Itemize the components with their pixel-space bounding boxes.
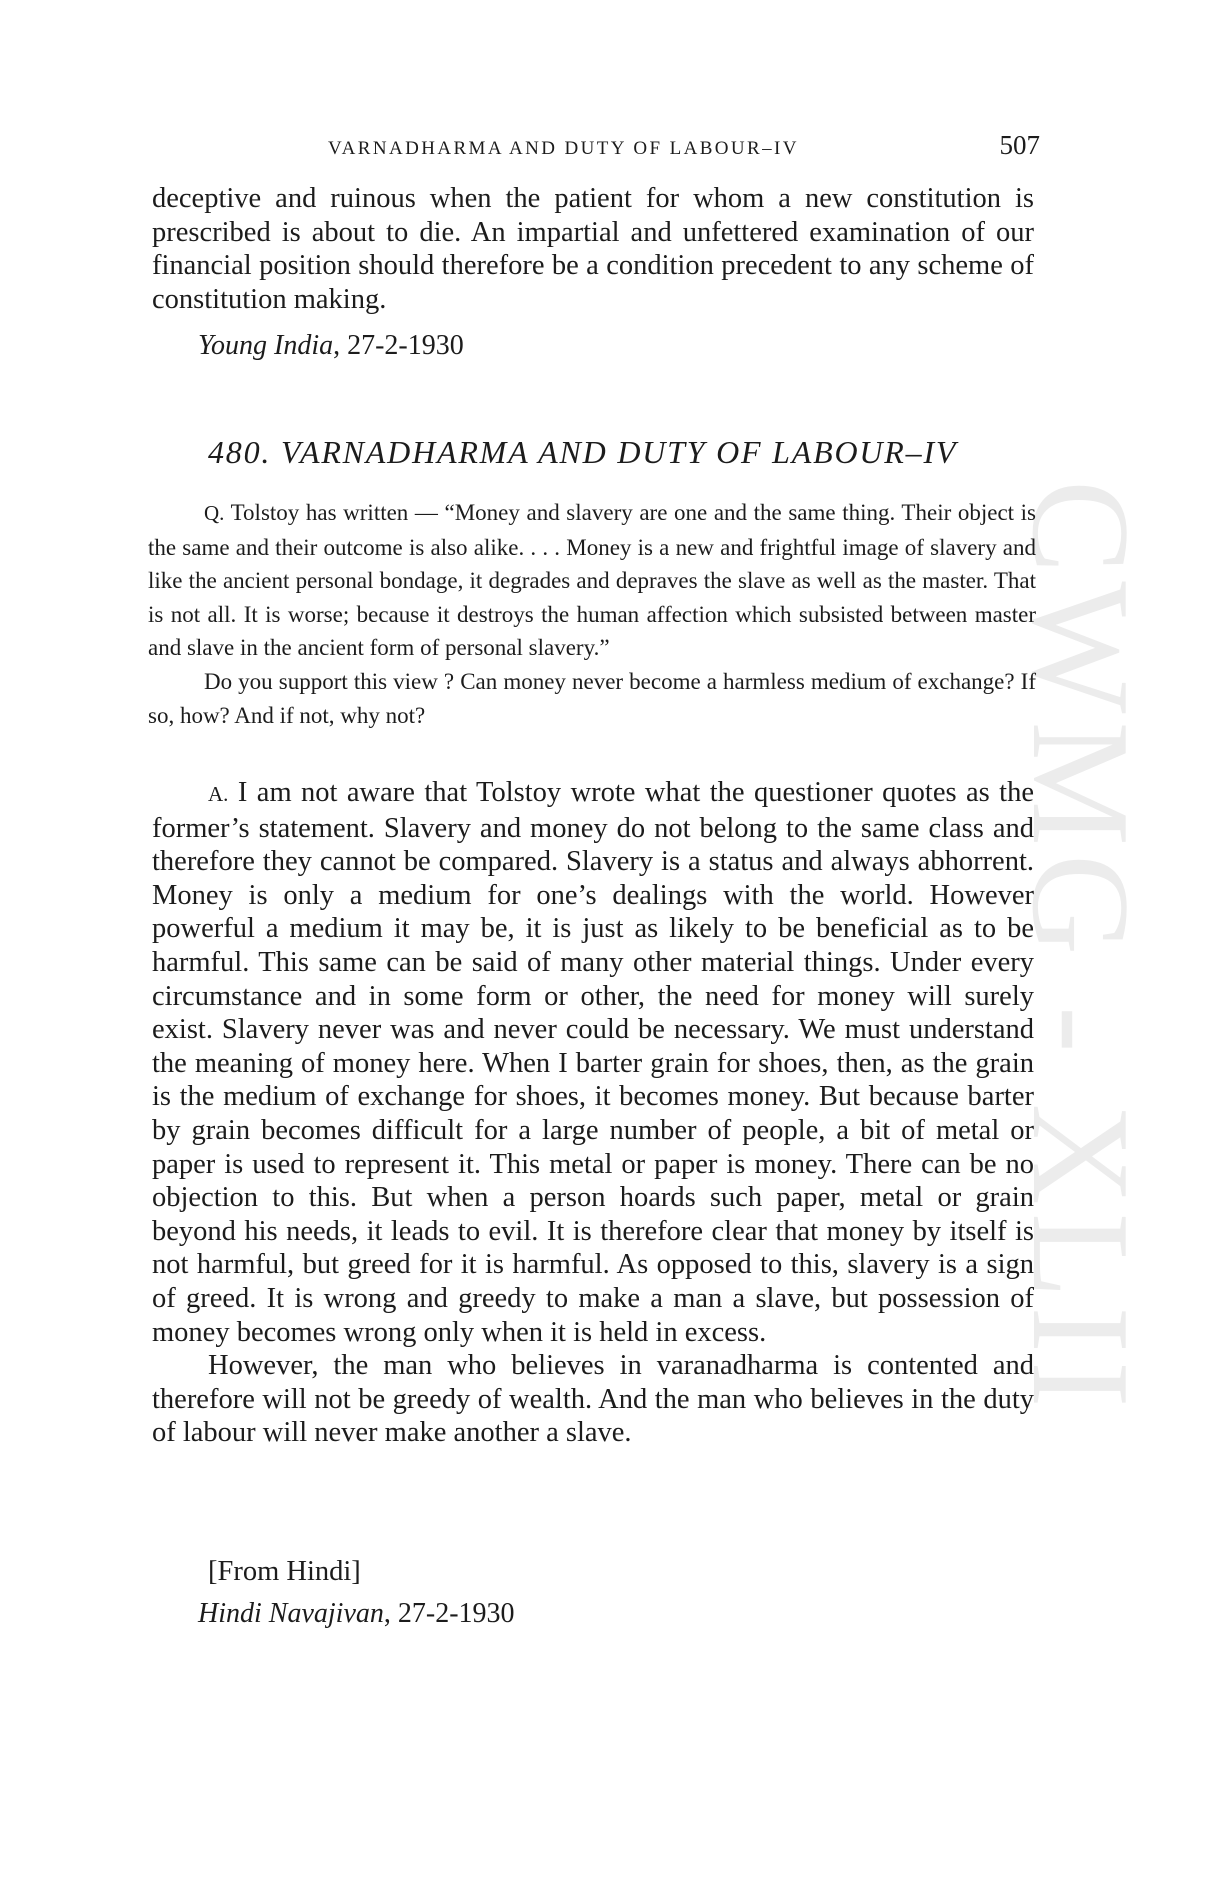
answer-paragraph-2: However, the man who believes in varanadharma is contented and therefore will not be greedy of wealth. And the man who believes in the duty of labour will never make another a slave.	[152, 1350, 1034, 1449]
question-block	[148, 496, 1036, 732]
question-text: Tolstoy has written — “Money and slavery are one and the same thing. Their object is the same and their outcome is also alike. . . . Money is a new and frightful image of slavery and like the ancient personal bondage, it degrades and depraves the slave as well as the master. That is not all. It is worse; because it destroys the human affection which subsisted between master and slave in the ancient form of personal slavery.”	[148, 500, 1036, 661]
question-label: Q.	[204, 501, 225, 525]
watermark: CWMG - XLII	[1003, 480, 1158, 1416]
source-citation	[198, 330, 464, 362]
translation-note: [From Hindi]	[208, 1556, 361, 1587]
section-heading: 480. VARNADHARMA AND DUTY OF LABOUR–IV	[208, 434, 958, 470]
source-date: , 27-2-1930	[333, 330, 464, 361]
answer-text: I am not aware that Tolstoy wrote what the questioner quotes as the former’s statement. Slavery and money do not belong to the same class and therefore they cannot be compared. Slavery is a status and always abhorrent. Money is only a medium for one’s dealings with the world. However powerful a medium it may be, it is just as likely to be beneficial as to be harmful. This same can be said of many other material things. Under every circumstance and in some form or other, the need for money will surely exist. Slavery never was and never could be necessary. We must understand the meaning of money here. When I barter grain for shoes, then, as the grain is the medium of exchange for shoes, it becomes money. But because barter by grain becomes difficult for a large number of people, a bit of metal or paper is used to represent it. This metal or paper is money. There can be no objection to this. But when a person hoards such paper, metal or grain beyond his needs, it leads to evil. It is therefore clear that money by itself is not harmful, but greed for it is harmful. As opposed to this, slavery is a sign of greed. It is wrong and greedy to make a man a slave, but possession of money becomes wrong only when it is held in excess.	[152, 777, 1034, 1348]
source-date: , 27-2-1930	[383, 1598, 515, 1629]
source-title: Young India	[198, 330, 334, 361]
question-paragraph	[148, 496, 1036, 665]
running-title: VARNADHARMA AND DUTY OF LABOUR–IV	[328, 138, 799, 159]
answer-block	[152, 776, 1034, 1450]
paragraph-continued: deceptive and ruinous when the patient for whom a new constitution is prescribed is about to die. An impartial and unfettered examination of our financial position should therefore be a condition precedent to any scheme of constitution making.	[152, 183, 1034, 315]
page-number: 507	[999, 130, 1040, 160]
running-head	[152, 130, 1040, 166]
source-citation-2	[198, 1598, 515, 1630]
answer-label: A.	[208, 782, 229, 806]
source-title: Hindi Navajivan	[198, 1598, 384, 1629]
answer-paragraph	[152, 776, 1034, 1349]
question-followup: Do you support this view ? Can money never become a harmless medium of exchange? If so, how? And if not, why not?	[148, 668, 1036, 728]
